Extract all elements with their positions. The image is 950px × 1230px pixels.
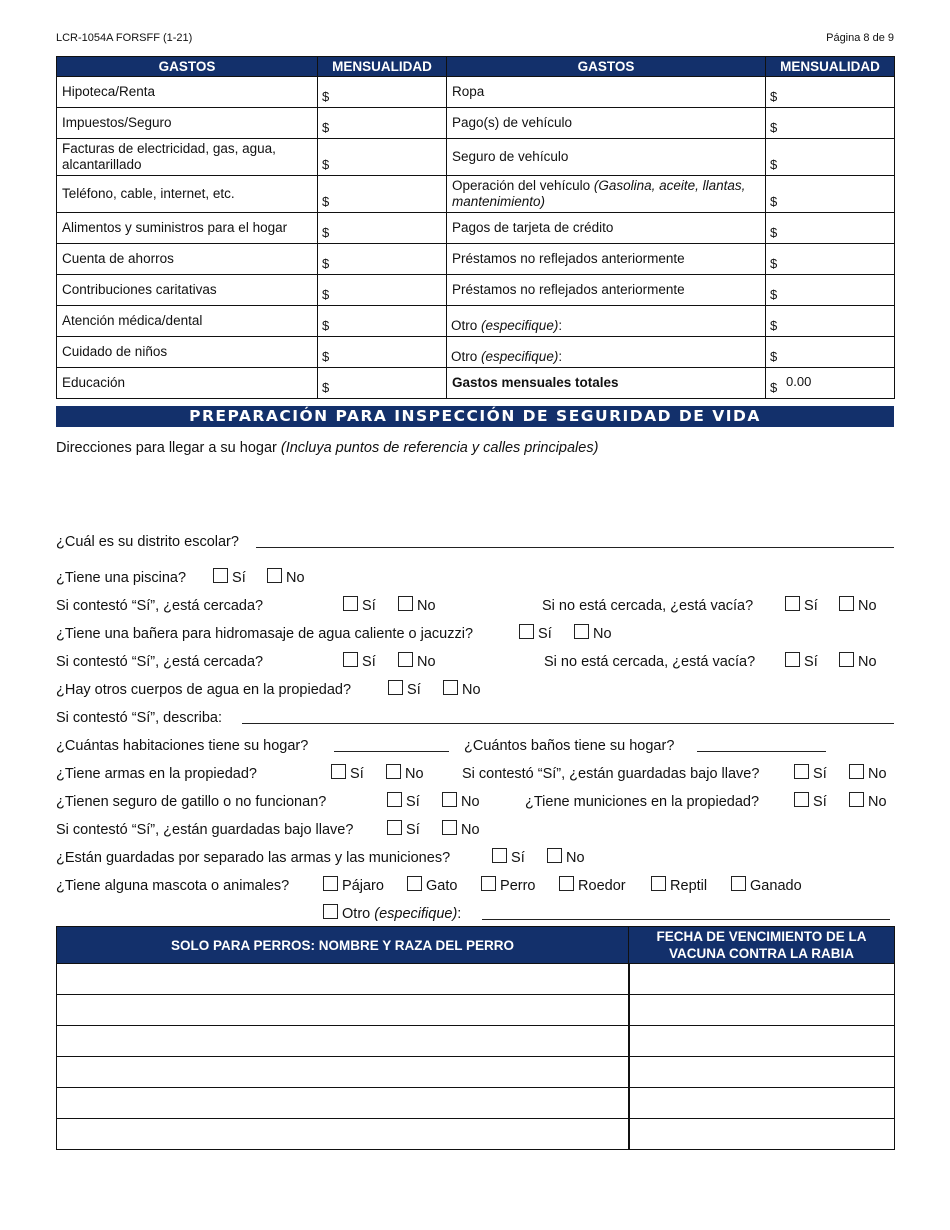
amount-field[interactable]: $ (766, 176, 895, 213)
amount-field[interactable]: $ (318, 244, 447, 275)
table-row (57, 77, 895, 108)
pool-fenced-yes-checkbox[interactable] (343, 596, 358, 611)
table-row (57, 368, 895, 399)
rabies-date-cell[interactable] (629, 1057, 895, 1088)
rabies-date-cell[interactable] (629, 1026, 895, 1057)
amount-field[interactable]: $ (318, 108, 447, 139)
expense-label: Cuidado de niños (57, 337, 318, 368)
expense-label: Ropa (447, 77, 766, 108)
table-row (57, 1088, 895, 1119)
amount-field[interactable]: $ (318, 275, 447, 306)
expense-label: Contribuciones caritativas (57, 275, 318, 306)
total-label: Gastos mensuales totales (447, 368, 766, 399)
dogs-table (56, 926, 895, 1150)
pet-rodent-checkbox[interactable] (559, 876, 574, 891)
dog-name-cell[interactable] (57, 1088, 629, 1119)
amount-field[interactable]: $ (318, 176, 447, 213)
ammo-locked-no-checkbox[interactable] (442, 820, 457, 835)
table-row (57, 1119, 895, 1150)
pet-bird-checkbox[interactable] (323, 876, 338, 891)
amount-field[interactable]: $ (318, 306, 447, 337)
amount-field[interactable]: $ (318, 337, 447, 368)
form-id: LCR-1054A FORSFF (1-21) (56, 32, 193, 44)
pet-other-field[interactable] (482, 919, 890, 920)
hot-tub-yes-checkbox[interactable] (519, 624, 534, 639)
pool-empty-no-checkbox[interactable] (839, 596, 854, 611)
page-number: Página 8 de 9 (826, 32, 894, 44)
expense-label: Alimentos y suministros para el hogar (57, 213, 318, 244)
col-mensualidad-right: MENSUALIDAD (766, 57, 895, 77)
expense-label: Facturas de electricidad, gas, agua, alcantarillado (57, 139, 318, 176)
pet-reptile-checkbox[interactable] (651, 876, 666, 891)
vehicle-note: (Gasolina, aceite, llantas, mantenimiento) (452, 178, 746, 209)
expense-label: Préstamos no reflejados anteriormente (447, 275, 766, 306)
expense-label: Operación del vehículo (Gasolina, aceite, llantas, mantenimiento) (447, 176, 766, 213)
expense-label: Seguro de vehículo (447, 139, 766, 176)
pets-question: ¿Tiene alguna mascota o animales? Pájaro Gato Perro Roedor Reptil Ganado (56, 878, 802, 894)
hot-tub-empty-no-checkbox[interactable] (839, 652, 854, 667)
dog-name-cell[interactable] (57, 1119, 629, 1150)
rabies-date-cell[interactable] (629, 1088, 895, 1119)
weapons-question: ¿Tiene armas en la propiedad? Sí No Si contestó “Sí”, ¿están guardadas bajo llave? Sí No (56, 766, 887, 782)
amount-field[interactable]: $ (318, 213, 447, 244)
separate-question: ¿Están guardadas por separado las armas y las municiones? Sí No (56, 850, 585, 866)
expense-label: Hipoteca/Renta (57, 77, 318, 108)
total-amount: $ 0.00 (766, 368, 895, 399)
separate-yes-checkbox[interactable] (492, 848, 507, 863)
hot-tub-fenced-no-checkbox[interactable] (398, 652, 413, 667)
separate-no-checkbox[interactable] (547, 848, 562, 863)
baths-field[interactable] (697, 751, 826, 752)
amount-field[interactable]: $ (766, 244, 895, 275)
dog-name-cell[interactable] (57, 1057, 629, 1088)
expense-label: Atención médica/dental (57, 306, 318, 337)
dog-name-cell[interactable] (57, 1026, 629, 1057)
water-question: ¿Hay otros cuerpos de agua en la propiedad? Sí No (56, 682, 481, 698)
col-rabies-date: FECHA DE VENCIMIENTO DE LA VACUNA CONTRA LA RABIA (629, 927, 895, 964)
table-row (57, 995, 895, 1026)
pool-yes-checkbox[interactable] (213, 568, 228, 583)
pet-other-checkbox[interactable] (323, 904, 338, 919)
amount-field[interactable]: $ (766, 337, 895, 368)
table-row (57, 213, 895, 244)
rabies-date-cell[interactable] (629, 995, 895, 1026)
amount-field[interactable]: $ (766, 108, 895, 139)
table-row (57, 244, 895, 275)
col-mensualidad-left: MENSUALIDAD (318, 57, 447, 77)
rooms-question: ¿Cuántas habitaciones tiene su hogar? ¿Cuántos baños tiene su hogar? (56, 738, 675, 754)
weapons-yes-checkbox[interactable] (331, 764, 346, 779)
expense-label: Impuestos/Seguro (57, 108, 318, 139)
expense-label: Préstamos no reflejados anteriormente (447, 244, 766, 275)
amount-field[interactable]: $ (318, 77, 447, 108)
pool-fenced-no-checkbox[interactable] (398, 596, 413, 611)
table-row (57, 1026, 895, 1057)
expense-label[interactable]: Otro (especifique): (447, 337, 766, 368)
pet-cat-checkbox[interactable] (407, 876, 422, 891)
trigger-no-checkbox[interactable] (442, 792, 457, 807)
hot-tub-fenced-yes-checkbox[interactable] (343, 652, 358, 667)
table-row (57, 108, 895, 139)
pet-other: Otro (especifique): (323, 903, 461, 925)
ammo-locked-question: Si contestó “Sí”, ¿están guardadas bajo llave? Sí No (56, 822, 480, 838)
school-district-field[interactable] (256, 547, 894, 548)
water-no-checkbox[interactable] (443, 680, 458, 695)
ammo-locked-yes-checkbox[interactable] (387, 820, 402, 835)
expenses-table (56, 56, 895, 399)
hot-tub-no-checkbox[interactable] (574, 624, 589, 639)
rooms-field[interactable] (334, 751, 449, 752)
ammo-yes-checkbox[interactable] (794, 792, 809, 807)
hot-tub-fenced-question: Si contestó “Sí”, ¿está cercada? Sí No Si no está cercada, ¿está vacía? Sí No (56, 654, 877, 670)
amount-field[interactable]: $ (318, 368, 447, 399)
amount-field[interactable]: $ (766, 77, 895, 108)
table-row (57, 964, 895, 995)
hot-tub-question: ¿Tiene una bañera para hidromasaje de agua caliente o jacuzzi? Sí No (56, 626, 612, 642)
water-yes-checkbox[interactable] (388, 680, 403, 695)
table-row (57, 176, 895, 213)
section-title: PREPARACIÓN PARA INSPECCIÓN DE SEGURIDAD DE VIDA (56, 406, 894, 427)
trigger-yes-checkbox[interactable] (387, 792, 402, 807)
amount-field[interactable]: $ (766, 306, 895, 337)
weapons-no-checkbox[interactable] (386, 764, 401, 779)
hot-tub-empty-yes-checkbox[interactable] (785, 652, 800, 667)
dog-name-cell[interactable] (57, 964, 629, 995)
describe-field[interactable] (242, 723, 894, 724)
describe-label: Si contestó “Sí”, describa: (56, 710, 223, 726)
pool-fenced-question: Si contestó “Sí”, ¿está cercada? Sí No Si no está cercada, ¿está vacía? Sí No (56, 598, 877, 614)
pool-no-checkbox[interactable] (267, 568, 282, 583)
rabies-date-cell[interactable] (629, 1119, 895, 1150)
expense-label: Pago(s) de vehículo (447, 108, 766, 139)
dog-name-cell[interactable] (57, 995, 629, 1026)
weapons-locked-no-checkbox[interactable] (849, 764, 864, 779)
weapons-locked-yes-checkbox[interactable] (794, 764, 809, 779)
expense-label: Educación (57, 368, 318, 399)
col-gastos-right: GASTOS (447, 57, 766, 77)
directions-label: Direcciones para llegar a su hogar (Incluya puntos de referencia y calles principales) (56, 440, 599, 456)
total-value: 0.00 (786, 374, 812, 389)
rabies-date-cell[interactable] (629, 964, 895, 995)
ammo-no-checkbox[interactable] (849, 792, 864, 807)
table-row (57, 1057, 895, 1088)
amount-field[interactable]: $ (766, 213, 895, 244)
amount-field[interactable]: $ (318, 139, 447, 176)
pet-dog-checkbox[interactable] (481, 876, 496, 891)
table-row (57, 275, 895, 306)
table-row (57, 337, 895, 368)
expense-label: Pagos de tarjeta de crédito (447, 213, 766, 244)
pet-livestock-checkbox[interactable] (731, 876, 746, 891)
col-gastos-left: GASTOS (57, 57, 318, 77)
table-row (57, 139, 895, 176)
expense-label: Teléfono, cable, internet, etc. (57, 176, 318, 213)
school-district-label: ¿Cuál es su distrito escolar? (56, 534, 239, 550)
table-row (57, 306, 895, 337)
amount-field[interactable]: $ (766, 275, 895, 306)
pool-empty-yes-checkbox[interactable] (785, 596, 800, 611)
pool-question: ¿Tiene una piscina? Sí No (56, 570, 305, 586)
trigger-question: ¿Tienen seguro de gatillo o no funcionan? Sí No ¿Tiene municiones en la propiedad? Sí No (56, 794, 887, 810)
expense-label: Cuenta de ahorros (57, 244, 318, 275)
expense-label[interactable]: Otro (especifique): (447, 306, 766, 337)
col-dog-name: SOLO PARA PERROS: NOMBRE Y RAZA DEL PERRO (57, 927, 629, 964)
amount-field[interactable]: $ (766, 139, 895, 176)
